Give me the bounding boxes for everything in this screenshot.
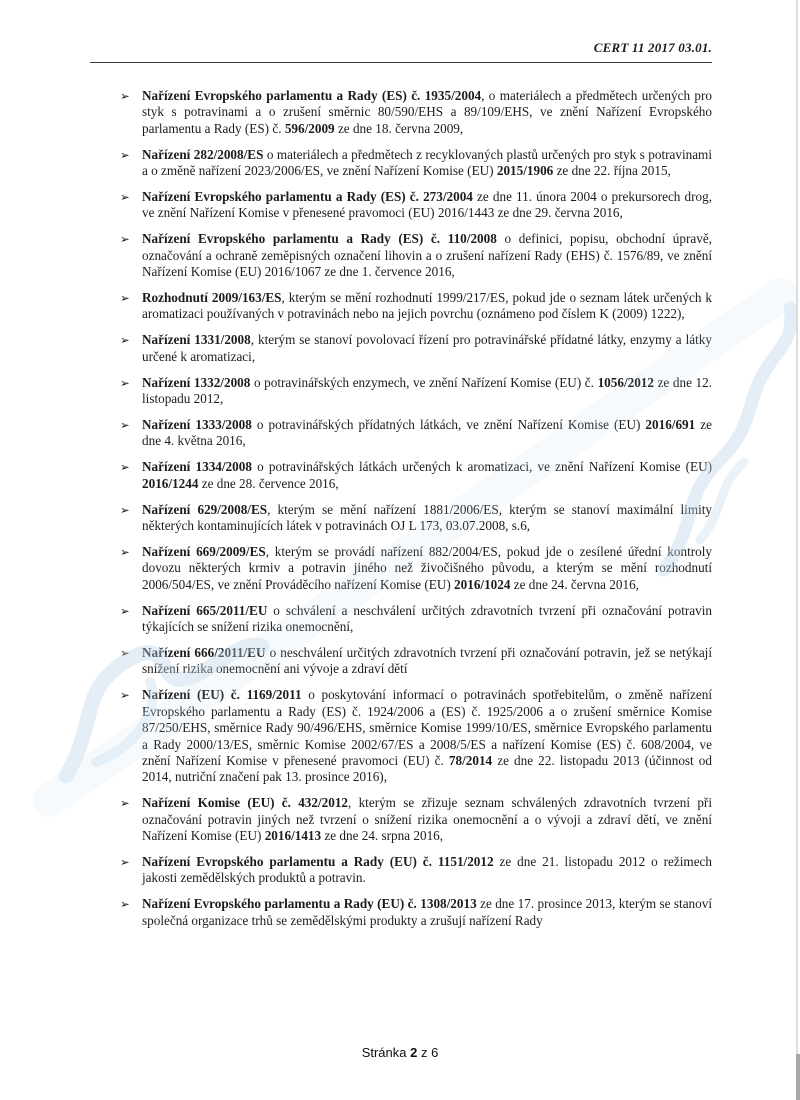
text-segment: ze dne 11. února 2004 o prekursorech drog, ve znění Nařízení Komise v přenesené pravomoci (EU) 2016/1443 ze dne 29. června 2016,: [142, 189, 712, 221]
scan-corner-artifact: [796, 1054, 800, 1100]
text-segment: o poskytování informací o potravinách spotřebitelům, o změně nařízení Evropského parlamentu a Rady (ES) č. 1924/2006 a (ES) č. 1925/2006 a o zrušení směrnice Komise 87/250/EHS, směrnice Rady 90/496/EHS, směrnice Komise 1999/10/ES, směrnice Evropského parlamentu a Rady 2000/13/ES, směrnic Komise 2002/67/ES a 2008/5/ES a nařízení Komise (ES) č. 608/2004, ve znění Nařízení Komise v přenesené pravomoci (EU) č.: [142, 687, 712, 768]
text-segment: , kterým se provádí nařízení 882/2004/ES, pokud jde o zesílené úřední kontroly dovozu některých krmiv a potravin jiného než živočišného původu, a kterým se mění rozhodnutí 2006/504/ES, ve znění Prováděcího nařízení Komise (EU): [142, 543, 712, 592]
list-item: [120, 687, 712, 785]
text-segment: 78/2014: [448, 752, 493, 768]
text-segment: o potravinářských enzymech, ve znění Nařízení Komise (EU) č.: [250, 374, 598, 390]
arrow-bullet-icon: ➢: [120, 688, 130, 703]
text-segment: o materiálech a předmětech z recyklovaných plastů určených pro styk s potravinami a o změně nařízení 2023/2006/ES, ve znění Nařízení Komise (EU): [142, 146, 712, 179]
text-segment: 2: [410, 1045, 418, 1060]
text-segment: Nařízení 282/2008/ES: [142, 146, 264, 162]
arrow-bullet-icon: ➢: [120, 603, 130, 618]
list-item-text: [142, 459, 712, 492]
text-segment: 2016/691: [645, 417, 696, 432]
text-segment: , o materiálech a předmětech určených pro styk s potravinami a o zrušení směrnic 80/590/EHS a 89/109/EHS, ve znění Nařízení Evropského parlamentu a Rady (ES) č.: [142, 88, 712, 136]
arrow-bullet-icon: ➢: [120, 502, 130, 517]
text-segment: ze dne 24. srpna 2016,: [321, 828, 444, 844]
list-item-text: [142, 290, 712, 323]
list-item-text: [142, 502, 712, 535]
list-item: [120, 795, 712, 844]
text-segment: z 6: [417, 1045, 439, 1060]
text-segment: ze dne 4. května 2016,: [142, 417, 712, 449]
list-item: [120, 645, 712, 678]
text-segment: ze dne 17. prosince 2013, kterým se stanoví společná organizace trhů se zemědělskými produkty a zrušují nařízení Rady: [142, 896, 713, 928]
list-item: [120, 375, 712, 408]
list-item-text: [142, 375, 712, 408]
list-item: [120, 147, 712, 180]
text-segment: Nařízení 1331/2008: [142, 332, 251, 348]
list-item: [120, 231, 712, 280]
text-segment: Nařízení Evropského parlamentu a Rady (ES) č. 1935/2004: [142, 88, 482, 103]
text-segment: 2016/1413: [264, 828, 322, 844]
text-segment: o potravinářských přídatných látkách, ve znění Nařízení Komise (EU): [251, 417, 646, 432]
text-segment: ze dne 22. října 2015,: [553, 163, 671, 179]
list-item-text: [142, 896, 712, 929]
arrow-bullet-icon: ➢: [120, 190, 130, 205]
arrow-bullet-icon: ➢: [120, 232, 130, 247]
list-item-text: [142, 854, 712, 887]
regulation-list: [120, 88, 712, 939]
text-segment: 596/2009: [284, 120, 335, 136]
arrow-bullet-icon: ➢: [120, 333, 130, 348]
text-segment: o neschválení určitých zdravotních tvrzení při označování potravin, jež se netýkají snížení rizika onemocnění ani vývoje a zdraví dětí: [142, 644, 713, 677]
text-segment: 2015/1906: [496, 163, 554, 179]
text-segment: ze dne 28. července 2016,: [198, 475, 339, 491]
arrow-bullet-icon: ➢: [120, 544, 130, 559]
list-item-text: [142, 231, 712, 280]
text-segment: 1056/2012: [597, 374, 654, 390]
list-item: [120, 896, 712, 929]
list-item: [120, 544, 712, 593]
text-segment: Nařízení Evropského parlamentu a Rady (ES) č. 273/2004: [142, 189, 473, 205]
text-segment: Nařízení 669/2009/ES: [142, 543, 266, 559]
text-segment: Nařízení 665/2011/EU: [142, 602, 268, 618]
scan-edge-artifact: [796, 0, 798, 1100]
list-item: [120, 854, 712, 887]
text-segment: , kterým se zřizuje seznam schválených zdravotních tvrzení při označování potravin jiných než tvrzení o snížení rizika onemocnění a o vývoji a zdraví dětí, ve znění Nařízení Komise (EU): [142, 795, 712, 844]
footer-text: [0, 1045, 800, 1060]
arrow-bullet-icon: ➢: [120, 375, 130, 390]
text-segment: Nařízení 1332/2008: [142, 374, 251, 390]
text-segment: o definici, popisu, obchodní úpravě, označování a ochraně zeměpisných označení lihovin a o zrušení nařízení Rady (EHS) č. 1576/89, ve znění Nařízení Komise (EU) 2016/1067 ze dne 1. července 2016,: [142, 231, 712, 280]
list-item-text: [142, 417, 712, 450]
list-item-text: [142, 147, 712, 180]
text-segment: o schválení a neschválení určitých zdravotních tvrzení při označování potravin týkajících se snížení rizika onemocnění,: [142, 602, 712, 635]
text-segment: ze dne 18. června 2009,: [334, 120, 464, 136]
text-segment: Nařízení Komise (EU) č. 432/2012: [142, 795, 349, 811]
text-segment: Nařízení 1334/2008: [142, 459, 252, 475]
list-item-text: [142, 189, 712, 222]
text-segment: Rozhodnutí 2009/163/ES: [142, 290, 282, 306]
list-item-text: [142, 544, 712, 593]
arrow-bullet-icon: ➢: [120, 645, 130, 660]
list-item-text: [142, 795, 712, 844]
text-segment: 2016/1244: [142, 475, 199, 491]
text-segment: Stránka: [361, 1045, 411, 1060]
text-segment: , kterým se mění rozhodnutí 1999/217/ES, pokud jde o seznam látek určených k aromatizaci používaných v potravinách nebo na jejich povrchu (oznámeno pod číslem K (2009) 1222),: [142, 290, 713, 322]
text-segment: ze dne 21. listopadu 2012 o režimech jakosti zemědělských produktů a potravin.: [142, 853, 712, 886]
text-segment: Nařízení Evropského parlamentu a Rady (EU) č. 1151/2012: [142, 853, 494, 869]
text-segment: Nařízení Evropského parlamentu a Rady (ES) č. 110/2008: [142, 231, 497, 247]
text-segment: o potravinářských látkách určených k aromatizaci, ve znění Nařízení Komise (EU): [251, 459, 712, 475]
arrow-bullet-icon: ➢: [120, 291, 130, 306]
text-segment: Nařízení 1333/2008: [142, 417, 252, 432]
arrow-bullet-icon: ➢: [120, 89, 130, 103]
arrow-bullet-icon: ➢: [120, 796, 130, 811]
list-item: [120, 417, 712, 450]
text-segment: , kterým se mění nařízení 1881/2006/ES, kterým se stanoví maximální limity některých kontaminujících látek v potravinách OJ L 173, 03.07.2008, s.6,: [142, 501, 712, 534]
list-item: [120, 189, 712, 222]
list-item-text: [142, 645, 712, 678]
text-segment: Nařízení (EU) č. 1169/2011: [142, 687, 302, 703]
list-item-text: [142, 88, 712, 137]
arrow-bullet-icon: ➢: [120, 147, 130, 162]
text-segment: ze dne 12. listopadu 2012,: [142, 374, 713, 407]
list-item: [120, 502, 712, 535]
header-reference: CERT 11 2017 03.01.: [90, 40, 712, 63]
text-segment: , kterým se stanoví povolovací řízení pro potravinářské přídatné látky, enzymy a látky určené k aromatizaci,: [142, 332, 712, 364]
list-item: [120, 290, 712, 323]
text-segment: Nařízení 666/2011/EU: [142, 644, 266, 660]
text-segment: Nařízení Evropského parlamentu a Rady (EU) č. 1308/2013: [142, 896, 477, 912]
list-item: [120, 88, 712, 137]
arrow-bullet-icon: ➢: [120, 460, 130, 475]
list-item-text: [142, 603, 712, 636]
list-item: [120, 603, 712, 636]
arrow-bullet-icon: ➢: [120, 854, 130, 869]
list-item: [120, 332, 712, 365]
list-item: [120, 459, 712, 492]
text-segment: Nařízení 629/2008/ES: [142, 501, 268, 517]
text-segment: ze dne 22. listopadu 2013 (účinnost od 2014, nutriční značení pak 13. prosince 2016),: [142, 752, 712, 785]
arrow-bullet-icon: ➢: [120, 897, 130, 912]
text-segment: 2016/1024: [454, 576, 511, 592]
list-item-text: [142, 687, 712, 785]
list-item-text: [142, 332, 712, 365]
text-segment: ze dne 24. června 2016,: [510, 576, 639, 592]
arrow-bullet-icon: ➢: [120, 418, 130, 432]
